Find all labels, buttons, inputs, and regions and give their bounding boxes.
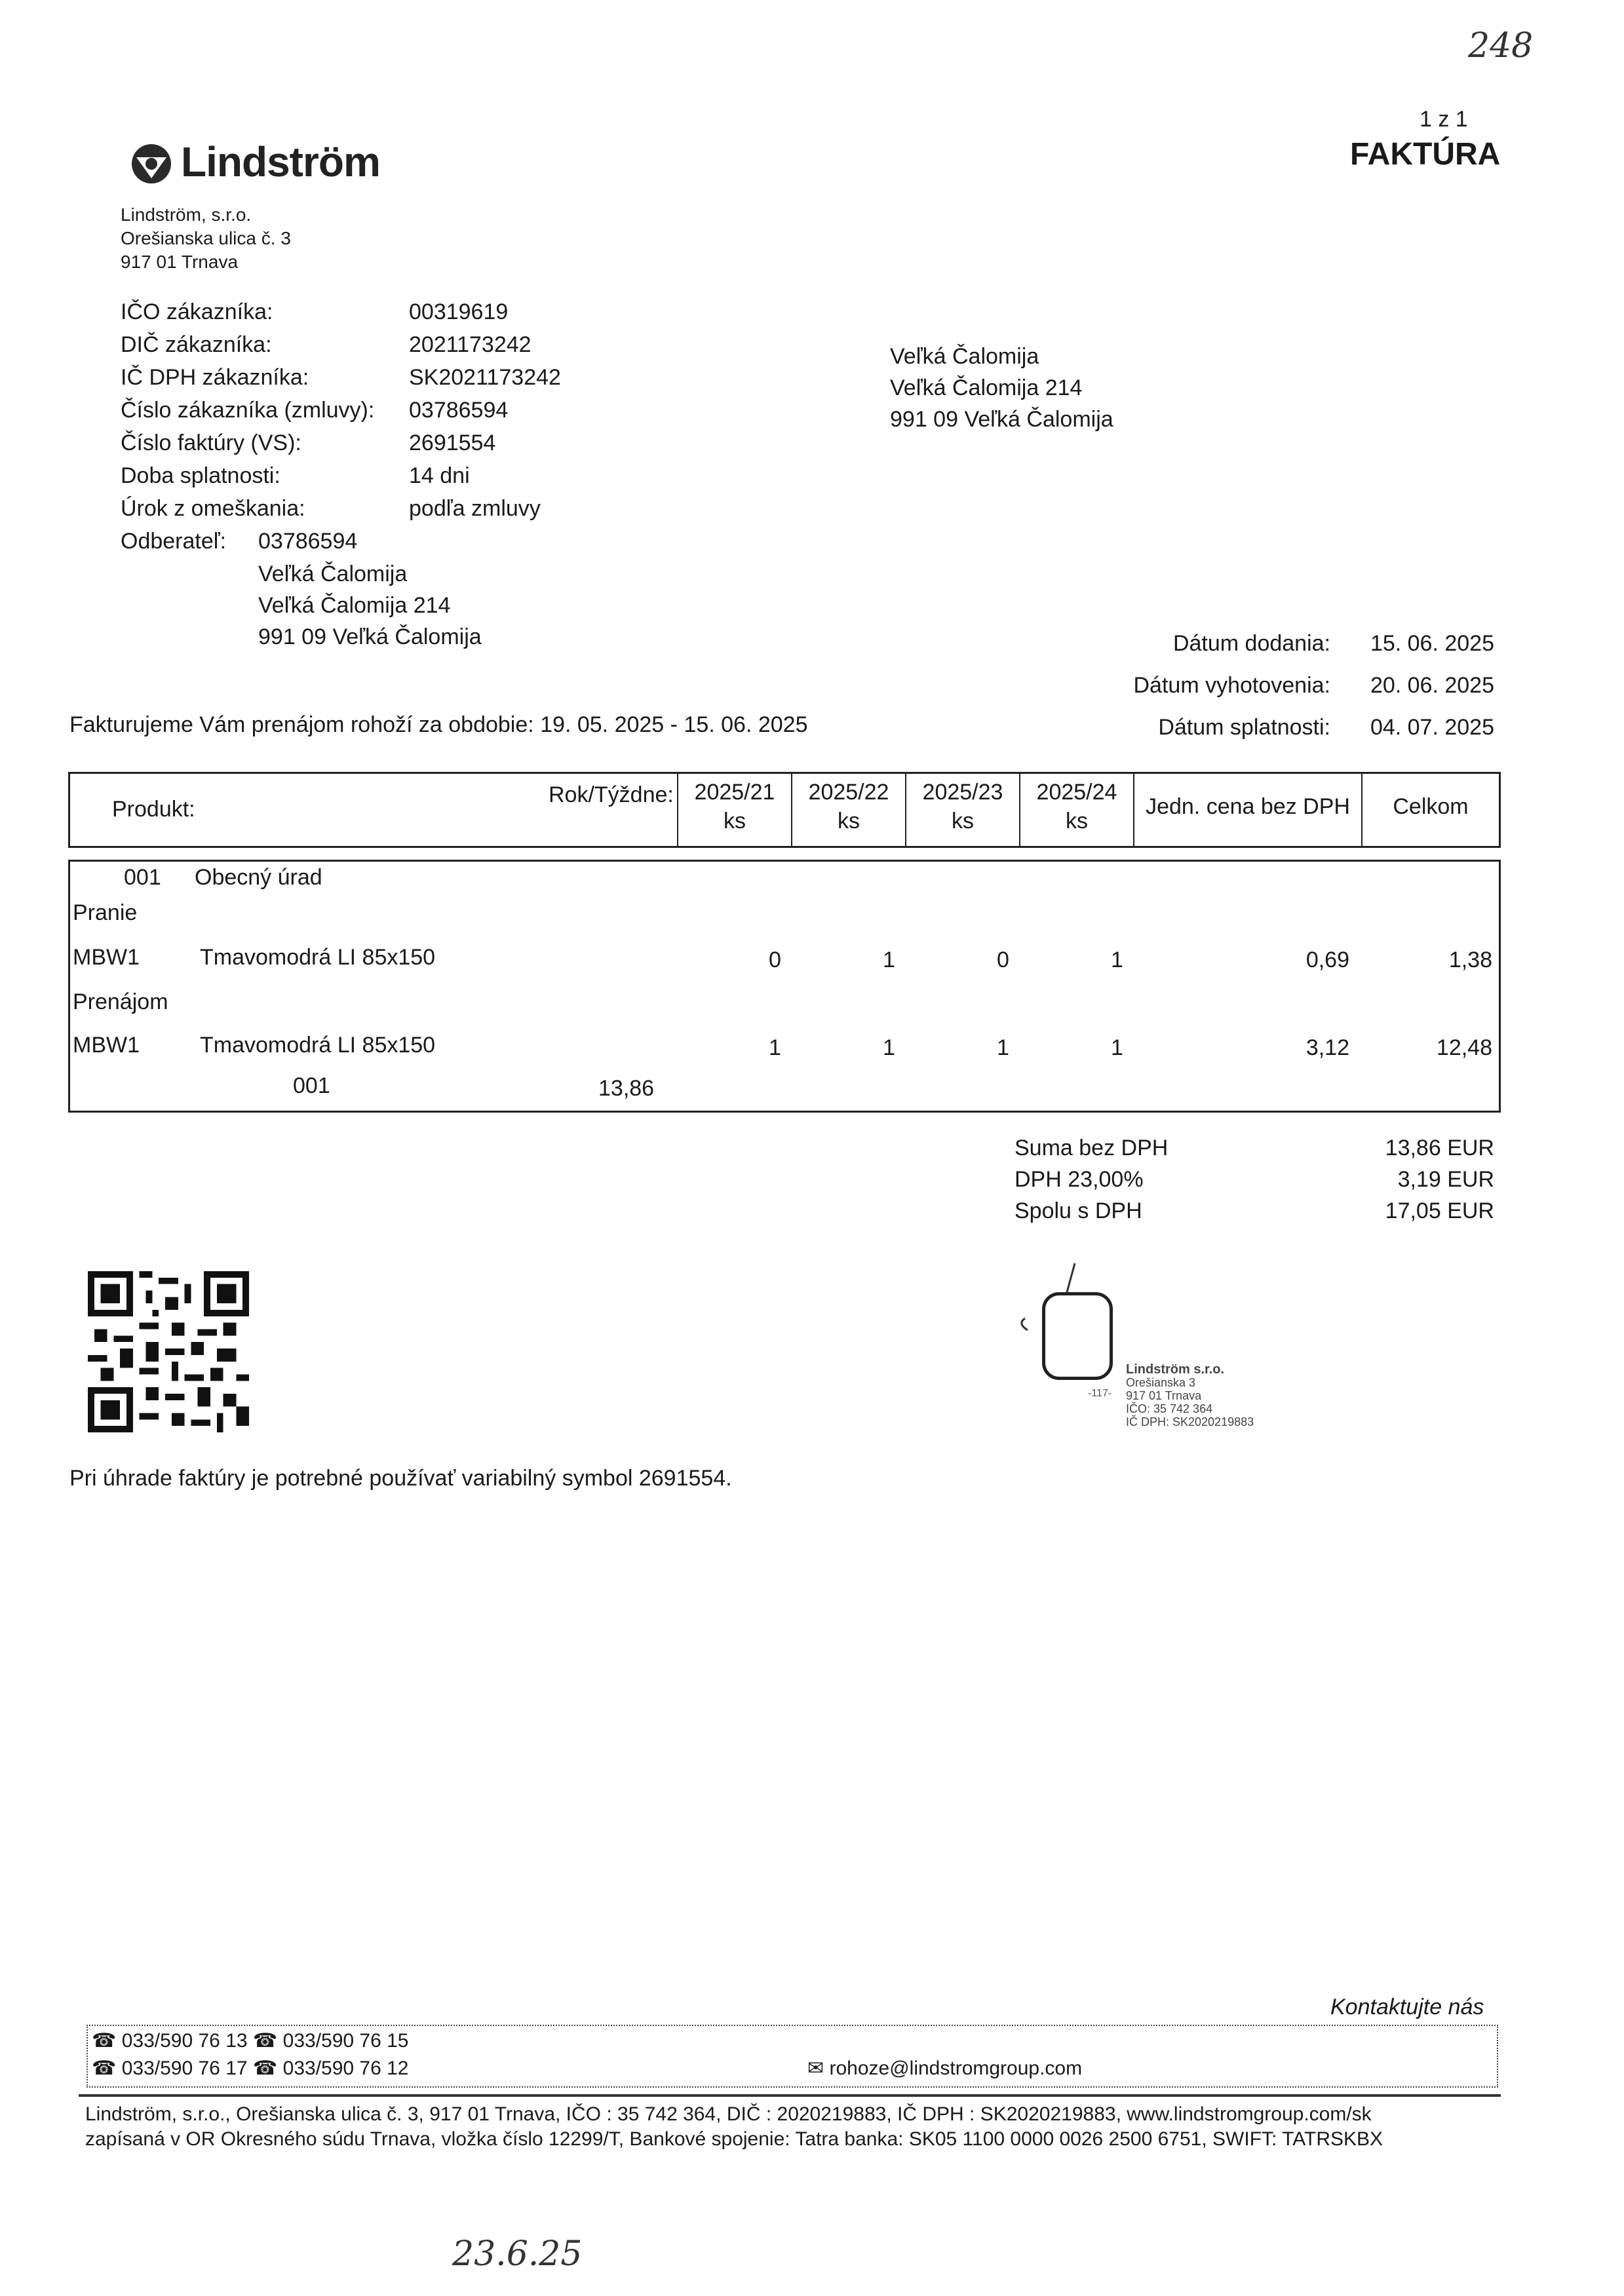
summary-value: 13,86 EUR (1385, 1136, 1494, 1160)
stamp-line: Orešianska 3 (1126, 1376, 1196, 1389)
group-label: Prenájom (73, 989, 168, 1014)
section-name: Obecný úrad (195, 865, 322, 890)
dates-block (1062, 628, 1494, 754)
info-row (121, 362, 561, 394)
recipient-name: Veľká Čalomija (890, 344, 1039, 369)
row-qty: 1 (883, 1035, 895, 1060)
payment-note: Pri úhrade faktúry je potrebné používať variabilný symbol 2691554. (69, 1466, 732, 1491)
row-qty: 0 (769, 947, 781, 972)
odberatel-row (121, 526, 482, 558)
supplier-street: Orešianska ulica č. 3 (121, 228, 291, 248)
lindstrom-logo-icon (128, 138, 174, 190)
footer-line: Lindström, s.r.o., Orešianska ulica č. 3, 917 01 Trnava, IČO : 35 742 364, DIČ : 2020219883, IČ DPH : SK2020219883, www.lindstromgroup.com/sk (85, 2103, 1372, 2125)
week-label: 2025/23 (922, 780, 1003, 805)
info-row (121, 493, 541, 526)
info-label: Doba splatnosti: (121, 463, 280, 488)
row-unit-price: 3,12 (1305, 1035, 1349, 1060)
subtotal-code: 001 (293, 1073, 330, 1098)
payment-qr-code (88, 1271, 249, 1436)
summary-row (1015, 1164, 1494, 1195)
summary-label: Suma bez DPH (1015, 1136, 1169, 1160)
qr-code-icon (88, 1271, 249, 1432)
date-row (1062, 670, 1494, 712)
info-label: Číslo faktúry (VS): (121, 430, 301, 455)
row-product: Tmavomodrá LI 85x150 (200, 945, 436, 970)
week-unit: ks (724, 809, 746, 833)
row-qty: 0 (997, 947, 1009, 972)
row-qty: 1 (997, 1035, 1009, 1060)
email-row (807, 2055, 1082, 2082)
summary-value: 17,05 EUR (1385, 1198, 1494, 1223)
stamp-line: Lindström s.r.o. (1126, 1362, 1225, 1377)
date-value: 20. 06. 2025 (1370, 673, 1494, 698)
customer-info (121, 296, 561, 653)
handwritten-page-note: 248 (1468, 26, 1534, 66)
phone-number[interactable]: 033/590 76 17 (121, 2057, 248, 2079)
group-label: Pranie (73, 900, 138, 925)
section-code: 001 (124, 865, 161, 890)
week-unit: ks (838, 809, 860, 833)
summary-block (1015, 1132, 1494, 1227)
row-code: MBW1 (73, 1033, 140, 1058)
row-total: 12,48 (1436, 1035, 1492, 1060)
row-total: 1,38 (1448, 947, 1492, 972)
info-row (121, 329, 532, 362)
supplier-name: Lindström, s.r.o. (121, 204, 252, 225)
header-rok-tyzdne: Rok/Týždne: (549, 782, 674, 807)
info-value: 03786594 (409, 398, 509, 423)
info-label: IČO zákazníka: (121, 299, 273, 324)
row-qty: 1 (883, 947, 895, 972)
date-label: Dátum splatnosti: (1158, 715, 1330, 740)
stamp-mark: -117- (1088, 1388, 1112, 1399)
info-row (121, 460, 482, 493)
odberatel-city: 991 09 Veľká Čalomija (258, 624, 482, 649)
summary-value: 3,19 EUR (1397, 1167, 1494, 1192)
table-body (68, 860, 1501, 1113)
recipient-city: 991 09 Veľká Čalomija (890, 407, 1113, 432)
date-row (1062, 628, 1494, 670)
stamp-line: IČO: 35 742 364 (1126, 1402, 1213, 1415)
week-label: 2025/22 (808, 780, 889, 805)
row-qty: 1 (1111, 1035, 1123, 1060)
date-label: Dátum vyhotovenia: (1133, 673, 1330, 698)
contact-title: Kontaktujte nás (1330, 1995, 1484, 2019)
date-label: Dátum dodania: (1172, 631, 1330, 656)
header-unit-price: Jedn. cena bez DPH (1133, 774, 1361, 846)
phone-number[interactable]: 033/590 76 15 (282, 2030, 409, 2052)
week-unit: ks (952, 809, 974, 833)
header-total: Celkom (1361, 774, 1499, 846)
odberatel-label: Odberateľ: (121, 529, 227, 554)
date-row (1062, 712, 1494, 754)
stamp-line: IČ DPH: SK2020219883 (1126, 1415, 1254, 1428)
phone-icon: ☎ (92, 2057, 117, 2079)
row-product: Tmavomodrá LI 85x150 (200, 1033, 436, 1058)
week-label: 2025/24 (1036, 780, 1117, 805)
table-header (68, 772, 1501, 848)
email-link[interactable]: rohoze@lindstromgroup.com (829, 2057, 1083, 2079)
company-stamp (1003, 1258, 1278, 1428)
info-label: IČ DPH zákazníka: (121, 365, 309, 390)
phone-icon: ☎ (92, 2030, 117, 2052)
recipient-street: Veľká Čalomija 214 (890, 375, 1083, 400)
lindstrom-logo (128, 138, 174, 193)
phone-icon: ☎ (252, 2057, 278, 2079)
footer (85, 2102, 1383, 2152)
period-text: Fakturujeme Vám prenájom rohoží za obdobie: 19. 05. 2025 - 15. 06. 2025 (69, 712, 808, 737)
supplier-address (121, 203, 291, 274)
week-label: 2025/21 (694, 780, 775, 805)
header-week (905, 774, 1019, 846)
week-unit: ks (1066, 809, 1088, 833)
info-value: podľa zmluvy (409, 496, 541, 521)
footer-rule (79, 2094, 1501, 2097)
odberatel-name: Veľká Čalomija (258, 562, 408, 586)
info-row (121, 394, 509, 427)
recipient-address (890, 341, 1113, 435)
info-value: 14 dni (409, 463, 470, 488)
stamp-text (1126, 1363, 1254, 1428)
envelope-icon: ✉ (807, 2057, 824, 2079)
page-count: 1 z 1 (1420, 107, 1468, 132)
info-value: SK2021173242 (409, 365, 561, 390)
supplier-city: 917 01 Trnava (121, 252, 239, 272)
summary-label: DPH 23,00% (1015, 1167, 1144, 1192)
subtotal-value: 13,86 (598, 1076, 655, 1101)
info-value: 00319619 (409, 299, 509, 324)
info-value: 2021173242 (409, 332, 532, 357)
phone-row (92, 2055, 409, 2082)
summary-row (1015, 1132, 1494, 1164)
phone-number[interactable]: 033/590 76 12 (282, 2057, 409, 2079)
odberatel-street: Veľká Čalomija 214 (258, 593, 451, 618)
header-week (1019, 774, 1133, 846)
phone-row (92, 2027, 409, 2055)
phone-number[interactable]: 033/590 76 13 (121, 2030, 248, 2052)
row-unit-price: 0,69 (1305, 947, 1349, 972)
info-row (121, 296, 509, 329)
header-week (791, 774, 905, 846)
info-label: Číslo zákazníka (zmluvy): (121, 398, 375, 423)
contact-box (87, 2025, 1498, 2088)
phone-icon: ☎ (252, 2030, 278, 2052)
row-code: MBW1 (73, 945, 140, 970)
header-product: Produkt: (112, 797, 195, 822)
brand-name: Lindström (181, 138, 380, 185)
summary-row (1015, 1195, 1494, 1227)
header-week (677, 774, 791, 846)
info-label: Úrok z omeškania: (121, 496, 305, 521)
date-value: 04. 07. 2025 (1370, 715, 1494, 740)
info-value: 2691554 (409, 430, 496, 455)
document-title: FAKTÚRA (1350, 137, 1501, 172)
handwritten-date: 23.6.25 (452, 2234, 583, 2274)
row-qty: 1 (769, 1035, 781, 1060)
row-qty: 1 (1111, 947, 1123, 972)
stamp-line: 917 01 Trnava (1126, 1389, 1202, 1402)
summary-label: Spolu s DPH (1015, 1198, 1142, 1223)
odberatel-number: 03786594 (258, 529, 358, 554)
footer-line: zapísaná v OR Okresného súdu Trnava, vložka číslo 12299/T, Bankové spojenie: Tatra banka: SK05 1100 0000 0026 2500 6751, SWIFT: TATRSKBX (85, 2128, 1383, 2150)
stamp-frame (1042, 1292, 1113, 1380)
date-value: 15. 06. 2025 (1370, 631, 1494, 656)
info-row (121, 427, 496, 460)
info-label: DIČ zákazníka: (121, 332, 272, 357)
